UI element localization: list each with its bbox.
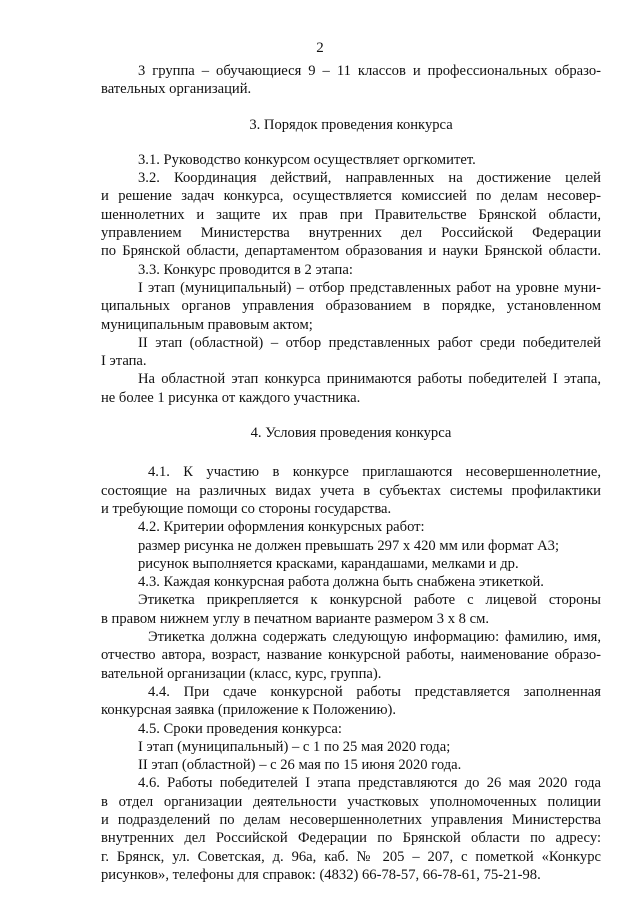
text-line: и требующие помощи со стороны государства. (101, 500, 392, 517)
text-line: I этап (муниципальный) – с 1 по 25 мая 2020 года; (138, 738, 451, 755)
text-line: 4.5. Сроки проведения конкурса: (138, 720, 342, 737)
text-line: вательных организаций. (101, 81, 252, 98)
text-line: по Брянской области, департаментом образования и науки Брянской области. (101, 243, 601, 260)
document-body (101, 62, 601, 884)
text-line: Этикетка прикрепляется к конкурсной работе с лицевой стороны (138, 592, 601, 609)
text-line: 4.6. Работы победителей I этапа представляются до 26 мая 2020 года (138, 775, 601, 792)
text-line: в отдел организации деятельности участковых уполномоченных полиции (101, 793, 601, 810)
text-line: На областной этап конкурса принимаются работы победителей I этапа, (138, 371, 601, 388)
text-line: 4.2. Критерии оформления конкурсных работ: (138, 519, 425, 536)
text-line: II этап (областной) – с 26 мая по 15 июня 2020 года. (138, 757, 462, 774)
text-line: размер рисунка не должен превышать 297 х 420 мм или формат А3; (138, 537, 560, 554)
text-line: 3.3. Конкурс проводится в 2 этапа: (138, 261, 353, 278)
text-line: внутренних дел Российской Федерации по Брянской области по адресу: (101, 830, 601, 847)
text-line: управлением Министерства внутренних дел Российской Федерации (101, 225, 601, 242)
section-heading-3: 3. Порядок проведения конкурса (249, 116, 453, 133)
text-line: состоящие на различных видах учета в субъектах системы профилактики (101, 482, 601, 499)
text-line: II этап (областной) – отбор представленных работ среди победителей (138, 334, 601, 351)
text-line: ципальных органов управления образованием в порядке, установленном (101, 298, 601, 315)
text-line: I этап (муниципальный) – отбор представленных работ на уровне муни- (138, 279, 601, 296)
text-line: рисунков», телефоны для справок: (4832) 66-78-57, 66-78-61, 75-21-98. (101, 866, 541, 883)
text-line: конкурсная заявка (приложение к Положению). (101, 702, 397, 719)
text-line: 4.3. Каждая конкурсная работа должна быть снабжена этикеткой. (138, 574, 544, 591)
text-line: 4.1. К участию в конкурсе приглашаются несовершеннолетние, (148, 464, 601, 481)
text-line: рисунок выполняется красками, карандашами, мелками и др. (138, 555, 519, 572)
text-line: Этикетка должна содержать следующую информацию: фамилию, имя, (148, 629, 601, 646)
text-line: 3.2. Координация действий, направленных на достижение целей (138, 170, 601, 187)
text-line: вательной организации (класс, курс, группа). (101, 665, 382, 682)
text-line: 3 группа – обучающиеся 9 – 11 классов и профессиональных образо- (138, 63, 601, 79)
text-line: 3.1. Руководство конкурсом осуществляет оргкомитет. (138, 151, 476, 168)
text-line: шеннолетних и защите их прав при Правительстве Брянской области, (101, 206, 601, 223)
text-line: и решение задач конкурса, осуществляется комиссией по делам несовер- (101, 188, 601, 205)
page-number: 2 (316, 40, 324, 56)
text-line: отчество автора, возраст, название конкурсной работы, наименование образо- (101, 647, 601, 664)
section-heading-4: 4. Условия проведения конкурса (250, 425, 452, 442)
text-line: и подразделений по делам несовершеннолетних управления Министерства (101, 811, 601, 828)
text-line: муниципальным правовым актом; (101, 316, 313, 333)
text-line: не более 1 рисунка от каждого участника. (101, 389, 361, 406)
text-line: г. Брянск, ул. Советская, д. 96а, каб. № 205 – 207, с пометкой «Конкурс (101, 848, 601, 865)
text-line: 4.4. При сдаче конкурсной работы представляется заполненная (148, 683, 601, 700)
text-line: в правом нижнем углу в печатном варианте размером 3 х 8 см. (101, 610, 489, 627)
text-line: I этапа. (101, 353, 147, 370)
